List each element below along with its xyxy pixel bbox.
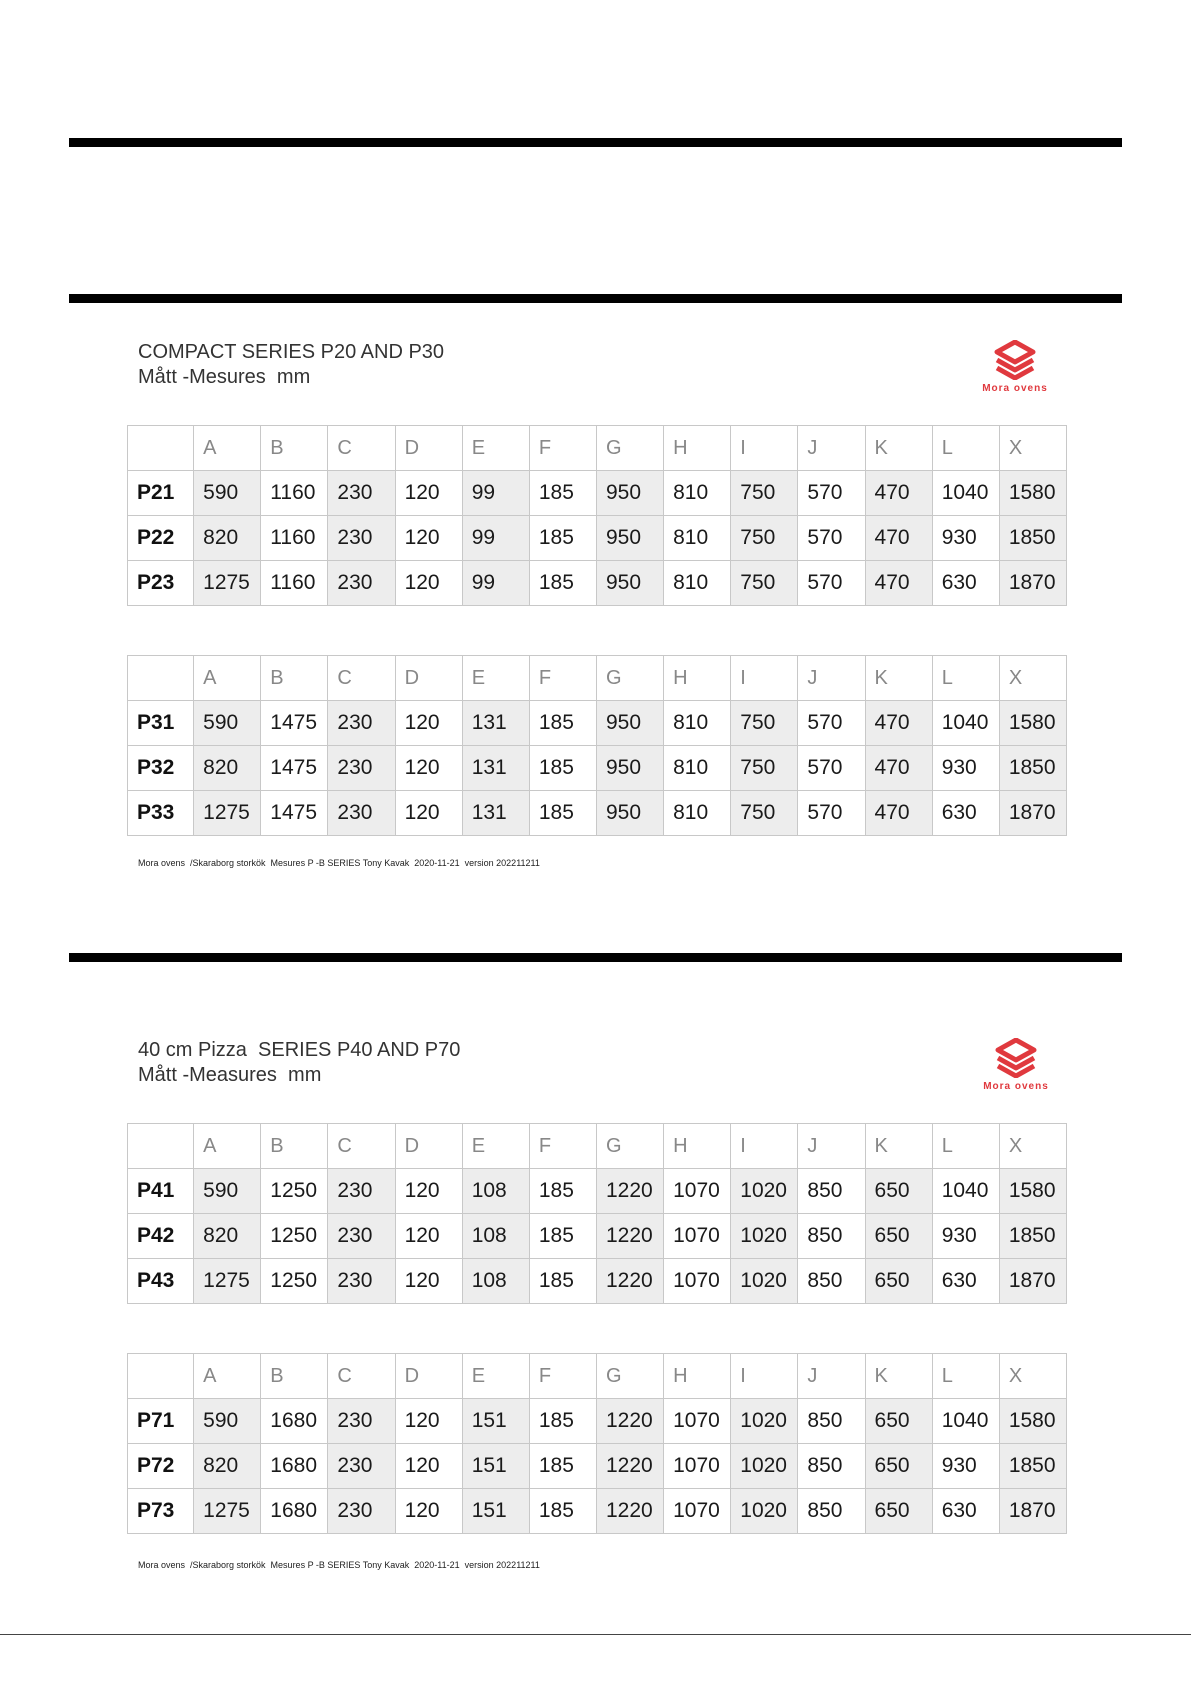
value-cell-i: 1020 [731, 1399, 798, 1444]
value-cell-l: 930 [932, 1444, 999, 1489]
model-cell: P72 [128, 1444, 194, 1489]
value-cell-j: 570 [798, 701, 865, 746]
value-cell-g: 950 [596, 471, 663, 516]
value-cell-e: 99 [462, 561, 529, 606]
column-header-b: B [261, 656, 328, 701]
value-cell-d: 120 [395, 746, 462, 791]
measures-table-p40 [127, 1123, 1067, 1304]
section-subtitle: Mått -Measures mm [138, 1064, 322, 1086]
value-cell-f: 185 [529, 1214, 596, 1259]
column-header-x: X [999, 1124, 1066, 1169]
value-cell-g: 1220 [596, 1169, 663, 1214]
value-cell-x: 1850 [999, 746, 1066, 791]
column-header-d: D [395, 656, 462, 701]
value-cell-f: 185 [529, 1444, 596, 1489]
value-cell-f: 185 [529, 1489, 596, 1534]
value-cell-a: 590 [194, 1169, 261, 1214]
column-header-i: I [731, 1124, 798, 1169]
value-cell-e: 151 [462, 1489, 529, 1534]
value-cell-l: 930 [932, 516, 999, 561]
value-cell-f: 185 [529, 561, 596, 606]
value-cell-a: 820 [194, 1444, 261, 1489]
value-cell-h: 810 [664, 471, 731, 516]
value-cell-l: 630 [932, 561, 999, 606]
value-cell-h: 810 [664, 791, 731, 836]
value-cell-x: 1580 [999, 1169, 1066, 1214]
value-cell-f: 185 [529, 791, 596, 836]
value-cell-x: 1850 [999, 1214, 1066, 1259]
value-cell-a: 590 [194, 701, 261, 746]
column-header-d: D [395, 426, 462, 471]
value-cell-l: 1040 [932, 471, 999, 516]
value-cell-e: 108 [462, 1214, 529, 1259]
value-cell-i: 1020 [731, 1169, 798, 1214]
value-cell-c: 230 [328, 1399, 395, 1444]
column-header-e: E [462, 1124, 529, 1169]
value-cell-a: 590 [194, 471, 261, 516]
value-cell-c: 230 [328, 701, 395, 746]
column-header-g: G [596, 426, 663, 471]
value-cell-x: 1580 [999, 1399, 1066, 1444]
column-header-c: C [328, 656, 395, 701]
value-cell-a: 820 [194, 516, 261, 561]
table-row [128, 1259, 1067, 1304]
column-header-k: K [865, 426, 932, 471]
value-cell-j: 850 [798, 1214, 865, 1259]
value-cell-c: 230 [328, 516, 395, 561]
value-cell-e: 131 [462, 746, 529, 791]
value-cell-a: 1275 [194, 1489, 261, 1534]
value-cell-l: 930 [932, 1214, 999, 1259]
value-cell-g: 1220 [596, 1399, 663, 1444]
column-header-l: L [932, 1124, 999, 1169]
value-cell-x: 1850 [999, 1444, 1066, 1489]
value-cell-g: 950 [596, 701, 663, 746]
column-header-f: F [529, 656, 596, 701]
column-header-h: H [664, 426, 731, 471]
model-cell: P41 [128, 1169, 194, 1214]
value-cell-b: 1160 [261, 471, 328, 516]
value-cell-d: 120 [395, 1489, 462, 1534]
value-cell-b: 1680 [261, 1489, 328, 1534]
value-cell-h: 1070 [664, 1489, 731, 1534]
value-cell-e: 108 [462, 1169, 529, 1214]
value-cell-l: 930 [932, 746, 999, 791]
model-cell: P43 [128, 1259, 194, 1304]
column-header-i: I [731, 1354, 798, 1399]
value-cell-h: 810 [664, 561, 731, 606]
value-cell-k: 650 [865, 1259, 932, 1304]
value-cell-i: 750 [731, 746, 798, 791]
value-cell-k: 470 [865, 561, 932, 606]
value-cell-h: 810 [664, 701, 731, 746]
column-header-a: A [194, 1124, 261, 1169]
header-corner-cell [128, 1124, 194, 1169]
page-bottom-rule [0, 1634, 1191, 1635]
value-cell-h: 1070 [664, 1399, 731, 1444]
table-row [128, 746, 1067, 791]
value-cell-c: 230 [328, 471, 395, 516]
value-cell-b: 1475 [261, 701, 328, 746]
value-cell-d: 120 [395, 471, 462, 516]
value-cell-h: 810 [664, 516, 731, 561]
table-row [128, 471, 1067, 516]
value-cell-g: 1220 [596, 1259, 663, 1304]
value-cell-e: 99 [462, 516, 529, 561]
value-cell-i: 750 [731, 516, 798, 561]
value-cell-c: 230 [328, 561, 395, 606]
value-cell-e: 108 [462, 1259, 529, 1304]
value-cell-b: 1680 [261, 1399, 328, 1444]
column-header-a: A [194, 1354, 261, 1399]
column-header-l: L [932, 1354, 999, 1399]
value-cell-f: 185 [529, 1259, 596, 1304]
value-cell-a: 820 [194, 1214, 261, 1259]
value-cell-b: 1475 [261, 746, 328, 791]
mora-ovens-logo [971, 1038, 1061, 1092]
model-cell: P71 [128, 1399, 194, 1444]
header-corner-cell [128, 1354, 194, 1399]
value-cell-x: 1870 [999, 1259, 1066, 1304]
value-cell-c: 230 [328, 1259, 395, 1304]
column-header-x: X [999, 656, 1066, 701]
footer-note: Mora ovens /Skaraborg storkök Mesures P -B SERIES Tony Kavak 2020-11-21 version 202211211 [138, 1560, 540, 1570]
value-cell-a: 1275 [194, 791, 261, 836]
value-cell-d: 120 [395, 701, 462, 746]
column-header-l: L [932, 426, 999, 471]
value-cell-j: 570 [798, 516, 865, 561]
column-header-b: B [261, 1354, 328, 1399]
table-row [128, 1214, 1067, 1259]
measures-table-p20 [127, 425, 1067, 606]
value-cell-j: 850 [798, 1399, 865, 1444]
table-row [128, 1169, 1067, 1214]
value-cell-k: 650 [865, 1489, 932, 1534]
value-cell-c: 230 [328, 1214, 395, 1259]
column-header-f: F [529, 426, 596, 471]
column-header-e: E [462, 656, 529, 701]
value-cell-g: 950 [596, 746, 663, 791]
column-header-i: I [731, 656, 798, 701]
value-cell-g: 950 [596, 516, 663, 561]
value-cell-a: 1275 [194, 1259, 261, 1304]
table-row [128, 516, 1067, 561]
value-cell-d: 120 [395, 1214, 462, 1259]
model-cell: P73 [128, 1489, 194, 1534]
value-cell-b: 1250 [261, 1259, 328, 1304]
mora-logo-icon [994, 1038, 1038, 1078]
value-cell-l: 630 [932, 791, 999, 836]
table-row [128, 791, 1067, 836]
value-cell-i: 750 [731, 561, 798, 606]
column-header-g: G [596, 1354, 663, 1399]
value-cell-h: 810 [664, 746, 731, 791]
value-cell-k: 470 [865, 471, 932, 516]
column-header-l: L [932, 656, 999, 701]
value-cell-x: 1870 [999, 791, 1066, 836]
mora-logo-icon [993, 340, 1037, 380]
value-cell-b: 1160 [261, 516, 328, 561]
value-cell-i: 750 [731, 471, 798, 516]
mora-ovens-logo [970, 340, 1060, 394]
value-cell-f: 185 [529, 471, 596, 516]
column-header-i: I [731, 426, 798, 471]
value-cell-a: 590 [194, 1399, 261, 1444]
value-cell-k: 650 [865, 1214, 932, 1259]
model-cell: P31 [128, 701, 194, 746]
value-cell-k: 470 [865, 701, 932, 746]
column-header-j: J [798, 1354, 865, 1399]
value-cell-e: 151 [462, 1399, 529, 1444]
value-cell-k: 470 [865, 516, 932, 561]
value-cell-l: 630 [932, 1489, 999, 1534]
value-cell-g: 950 [596, 561, 663, 606]
column-header-c: C [328, 426, 395, 471]
value-cell-j: 570 [798, 746, 865, 791]
column-header-j: J [798, 656, 865, 701]
model-cell: P22 [128, 516, 194, 561]
value-cell-h: 1070 [664, 1169, 731, 1214]
column-header-c: C [328, 1354, 395, 1399]
value-cell-j: 850 [798, 1489, 865, 1534]
value-cell-e: 151 [462, 1444, 529, 1489]
column-header-k: K [865, 656, 932, 701]
column-header-f: F [529, 1354, 596, 1399]
value-cell-x: 1580 [999, 701, 1066, 746]
value-cell-x: 1580 [999, 471, 1066, 516]
value-cell-c: 230 [328, 1489, 395, 1534]
value-cell-b: 1160 [261, 561, 328, 606]
top-rule [69, 138, 1122, 147]
value-cell-f: 185 [529, 701, 596, 746]
value-cell-j: 570 [798, 561, 865, 606]
column-header-b: B [261, 426, 328, 471]
value-cell-a: 820 [194, 746, 261, 791]
value-cell-a: 1275 [194, 561, 261, 606]
column-header-d: D [395, 1354, 462, 1399]
value-cell-l: 630 [932, 1259, 999, 1304]
column-header-e: E [462, 426, 529, 471]
column-header-k: K [865, 1354, 932, 1399]
value-cell-b: 1250 [261, 1169, 328, 1214]
section-title: 40 cm Pizza SERIES P40 AND P70 [138, 1039, 461, 1061]
value-cell-f: 185 [529, 746, 596, 791]
header-row [128, 426, 1067, 471]
value-cell-h: 1070 [664, 1259, 731, 1304]
value-cell-k: 470 [865, 746, 932, 791]
section1-rule [69, 294, 1122, 303]
header-corner-cell [128, 426, 194, 471]
value-cell-g: 950 [596, 791, 663, 836]
column-header-b: B [261, 1124, 328, 1169]
logo-text: Mora ovens [983, 1081, 1049, 1092]
value-cell-f: 185 [529, 516, 596, 561]
header-corner-cell [128, 656, 194, 701]
section-title: COMPACT SERIES P20 AND P30 [138, 341, 445, 363]
value-cell-d: 120 [395, 1169, 462, 1214]
value-cell-h: 1070 [664, 1214, 731, 1259]
value-cell-j: 570 [798, 471, 865, 516]
table-row [128, 561, 1067, 606]
value-cell-i: 1020 [731, 1489, 798, 1534]
column-header-f: F [529, 1124, 596, 1169]
model-cell: P23 [128, 561, 194, 606]
measures-table-p30 [127, 655, 1067, 836]
column-header-e: E [462, 1354, 529, 1399]
value-cell-f: 185 [529, 1169, 596, 1214]
value-cell-k: 650 [865, 1444, 932, 1489]
model-cell: P32 [128, 746, 194, 791]
value-cell-h: 1070 [664, 1444, 731, 1489]
model-cell: P21 [128, 471, 194, 516]
value-cell-x: 1850 [999, 516, 1066, 561]
column-header-g: G [596, 1124, 663, 1169]
column-header-g: G [596, 656, 663, 701]
value-cell-k: 650 [865, 1169, 932, 1214]
value-cell-d: 120 [395, 1444, 462, 1489]
value-cell-b: 1250 [261, 1214, 328, 1259]
section2-rule [69, 953, 1122, 962]
column-header-h: H [664, 1354, 731, 1399]
table-row [128, 701, 1067, 746]
value-cell-i: 1020 [731, 1214, 798, 1259]
value-cell-c: 230 [328, 746, 395, 791]
value-cell-g: 1220 [596, 1489, 663, 1534]
value-cell-k: 470 [865, 791, 932, 836]
column-header-k: K [865, 1124, 932, 1169]
value-cell-j: 850 [798, 1169, 865, 1214]
column-header-j: J [798, 1124, 865, 1169]
value-cell-x: 1870 [999, 561, 1066, 606]
table-row [128, 1444, 1067, 1489]
column-header-d: D [395, 1124, 462, 1169]
value-cell-i: 1020 [731, 1444, 798, 1489]
table-row [128, 1489, 1067, 1534]
value-cell-c: 230 [328, 1444, 395, 1489]
column-header-a: A [194, 656, 261, 701]
value-cell-x: 1870 [999, 1489, 1066, 1534]
value-cell-l: 1040 [932, 1169, 999, 1214]
model-cell: P42 [128, 1214, 194, 1259]
logo-text: Mora ovens [982, 383, 1048, 394]
value-cell-i: 750 [731, 791, 798, 836]
footer-note: Mora ovens /Skaraborg storkök Mesures P -B SERIES Tony Kavak 2020-11-21 version 202211211 [138, 858, 540, 868]
value-cell-g: 1220 [596, 1444, 663, 1489]
value-cell-d: 120 [395, 791, 462, 836]
value-cell-l: 1040 [932, 1399, 999, 1444]
value-cell-l: 1040 [932, 701, 999, 746]
value-cell-e: 131 [462, 791, 529, 836]
value-cell-f: 185 [529, 1399, 596, 1444]
model-cell: P33 [128, 791, 194, 836]
value-cell-c: 230 [328, 791, 395, 836]
value-cell-d: 120 [395, 1259, 462, 1304]
measures-table-p70 [127, 1353, 1067, 1534]
value-cell-b: 1680 [261, 1444, 328, 1489]
column-header-h: H [664, 656, 731, 701]
table-row [128, 1399, 1067, 1444]
value-cell-j: 570 [798, 791, 865, 836]
header-row [128, 1124, 1067, 1169]
value-cell-i: 750 [731, 701, 798, 746]
value-cell-j: 850 [798, 1444, 865, 1489]
column-header-x: X [999, 1354, 1066, 1399]
header-row [128, 1354, 1067, 1399]
value-cell-i: 1020 [731, 1259, 798, 1304]
column-header-a: A [194, 426, 261, 471]
header-row [128, 656, 1067, 701]
section-subtitle: Mått -Mesures mm [138, 366, 311, 388]
value-cell-e: 99 [462, 471, 529, 516]
value-cell-d: 120 [395, 516, 462, 561]
column-header-x: X [999, 426, 1066, 471]
value-cell-d: 120 [395, 1399, 462, 1444]
value-cell-g: 1220 [596, 1214, 663, 1259]
value-cell-e: 131 [462, 701, 529, 746]
value-cell-j: 850 [798, 1259, 865, 1304]
value-cell-k: 650 [865, 1399, 932, 1444]
value-cell-c: 230 [328, 1169, 395, 1214]
value-cell-b: 1475 [261, 791, 328, 836]
column-header-c: C [328, 1124, 395, 1169]
column-header-h: H [664, 1124, 731, 1169]
value-cell-d: 120 [395, 561, 462, 606]
column-header-j: J [798, 426, 865, 471]
